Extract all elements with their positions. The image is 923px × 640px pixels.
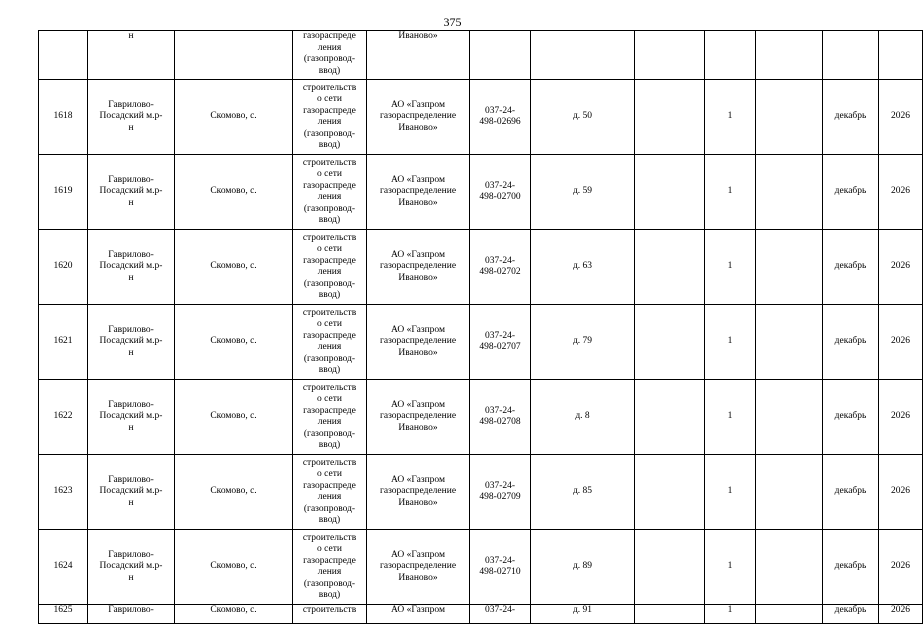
cell-count: 1 <box>705 530 756 605</box>
cell-month: декабрь <box>823 230 879 305</box>
cell-year: 2026 <box>879 305 923 380</box>
cell-organization: АО «Газпром газораспределение Иваново» <box>367 455 470 530</box>
cell-organization: Иваново» <box>367 31 470 80</box>
cell-number: 1619 <box>39 155 88 230</box>
cell-organization: АО «Газпром газораспределение Иваново» <box>367 530 470 605</box>
cell-organization: АО «Газпром газораспределение Иваново» <box>367 380 470 455</box>
cell-count: 1 <box>705 455 756 530</box>
cell-organization: АО «Газпром газораспределение Иваново» <box>367 230 470 305</box>
cell-code: 037-24- 498-02709 <box>470 455 531 530</box>
cell-district: Гаврилово- Посадский м.р- н <box>88 155 175 230</box>
cell-year <box>879 31 923 80</box>
cell-empty <box>635 455 705 530</box>
cell-organization: АО «Газпром <box>367 605 470 624</box>
cell-year: 2026 <box>879 605 923 624</box>
cell-empty <box>635 31 705 80</box>
cell-code: 037-24- 498-02707 <box>470 305 531 380</box>
cell-work-type: строительств о сети газораспреде ления (газопровод- ввод) <box>293 155 367 230</box>
cell-number: 1620 <box>39 230 88 305</box>
table-row <box>39 455 923 530</box>
cell-empty <box>756 305 823 380</box>
cell-locality: Скомово, с. <box>175 530 293 605</box>
cell-year: 2026 <box>879 230 923 305</box>
cell-code: 037-24- 498-02702 <box>470 230 531 305</box>
cell-code: 037-24- 498-02700 <box>470 155 531 230</box>
cell-code: 037-24- 498-02696 <box>470 80 531 155</box>
cell-number: 1622 <box>39 380 88 455</box>
cell-work-type: строительств о сети газораспреде ления (газопровод- ввод) <box>293 305 367 380</box>
cell-count: 1 <box>705 305 756 380</box>
cell-code <box>470 31 531 80</box>
cell-month: декабрь <box>823 455 879 530</box>
table-row <box>39 380 923 455</box>
cell-work-type: строительств о сети газораспреде ления (газопровод- ввод) <box>293 230 367 305</box>
cell-address: д. 91 <box>531 605 635 624</box>
table-row <box>39 530 923 605</box>
cell-count: 1 <box>705 230 756 305</box>
cell-empty <box>756 380 823 455</box>
cell-locality: Скомово, с. <box>175 230 293 305</box>
table-row <box>39 230 923 305</box>
cell-district: Гаврилово- Посадский м.р- н <box>88 530 175 605</box>
cell-locality: Скомово, с. <box>175 155 293 230</box>
cell-empty <box>635 80 705 155</box>
cell-work-type: строительств <box>293 605 367 624</box>
table-row <box>39 605 923 624</box>
cell-organization: АО «Газпром газораспределение Иваново» <box>367 305 470 380</box>
cell-month: декабрь <box>823 380 879 455</box>
cell-empty <box>756 155 823 230</box>
cell-empty <box>635 155 705 230</box>
cell-district: н <box>88 31 175 80</box>
cell-count: 1 <box>705 380 756 455</box>
cell-empty <box>635 530 705 605</box>
cell-year: 2026 <box>879 155 923 230</box>
cell-district: Гаврилово- Посадский м.р- н <box>88 230 175 305</box>
cell-number: 1623 <box>39 455 88 530</box>
cell-locality: Скомово, с. <box>175 80 293 155</box>
cell-address: д. 89 <box>531 530 635 605</box>
cell-district: Гаврилово- Посадский м.р- н <box>88 380 175 455</box>
cell-district: Гаврилово- Посадский м.р- н <box>88 80 175 155</box>
cell-address: д. 8 <box>531 380 635 455</box>
cell-empty <box>635 305 705 380</box>
cell-address: д. 79 <box>531 305 635 380</box>
cell-address: д. 85 <box>531 455 635 530</box>
cell-locality: Скомово, с. <box>175 380 293 455</box>
cell-year: 2026 <box>879 80 923 155</box>
table-row <box>39 305 923 380</box>
cell-empty <box>635 605 705 624</box>
cell-year: 2026 <box>879 455 923 530</box>
cell-code: 037-24- <box>470 605 531 624</box>
cell-work-type: газораспреде ления (газопровод- ввод) <box>293 31 367 80</box>
cell-organization: АО «Газпром газораспределение Иваново» <box>367 80 470 155</box>
page-number: 375 <box>443 15 462 29</box>
cell-empty <box>756 31 823 80</box>
cell-month: декабрь <box>823 530 879 605</box>
cell-address <box>531 31 635 80</box>
cell-month: декабрь <box>823 605 879 624</box>
cell-empty <box>756 455 823 530</box>
table-row <box>39 80 923 155</box>
cell-empty <box>756 530 823 605</box>
cell-organization: АО «Газпром газораспределение Иваново» <box>367 155 470 230</box>
cell-locality: Скомово, с. <box>175 455 293 530</box>
cell-month <box>823 31 879 80</box>
cell-number <box>39 31 88 80</box>
cell-count: 1 <box>705 155 756 230</box>
cell-month: декабрь <box>823 80 879 155</box>
table-row <box>39 31 923 80</box>
cell-locality <box>175 31 293 80</box>
cell-month: декабрь <box>823 305 879 380</box>
table-row <box>39 155 923 230</box>
cell-work-type: строительств о сети газораспреде ления (газопровод- ввод) <box>293 455 367 530</box>
cell-locality: Скомово, с. <box>175 605 293 624</box>
cell-empty <box>635 230 705 305</box>
cell-address: д. 63 <box>531 230 635 305</box>
cell-district: Гаврилово- Посадский м.р- н <box>88 305 175 380</box>
cell-work-type: строительств о сети газораспреде ления (газопровод- ввод) <box>293 380 367 455</box>
cell-year: 2026 <box>879 380 923 455</box>
cell-locality: Скомово, с. <box>175 305 293 380</box>
cell-address: д. 59 <box>531 155 635 230</box>
cell-empty <box>756 605 823 624</box>
cell-work-type: строительств о сети газораспреде ления (газопровод- ввод) <box>293 530 367 605</box>
cell-count: 1 <box>705 605 756 624</box>
cell-empty <box>756 80 823 155</box>
cell-number: 1625 <box>39 605 88 624</box>
cell-count: 1 <box>705 80 756 155</box>
cell-district: Гаврилово- Посадский м.р- н <box>88 455 175 530</box>
registry-table <box>38 30 923 624</box>
cell-empty <box>756 230 823 305</box>
cell-code: 037-24- 498-02708 <box>470 380 531 455</box>
cell-number: 1618 <box>39 80 88 155</box>
cell-number: 1624 <box>39 530 88 605</box>
cell-code: 037-24- 498-02710 <box>470 530 531 605</box>
cell-month: декабрь <box>823 155 879 230</box>
cell-empty <box>635 380 705 455</box>
cell-year: 2026 <box>879 530 923 605</box>
cell-address: д. 50 <box>531 80 635 155</box>
cell-district: Гаврилово- <box>88 605 175 624</box>
cell-number: 1621 <box>39 305 88 380</box>
cell-count <box>705 31 756 80</box>
cell-work-type: строительств о сети газораспреде ления (газопровод- ввод) <box>293 80 367 155</box>
